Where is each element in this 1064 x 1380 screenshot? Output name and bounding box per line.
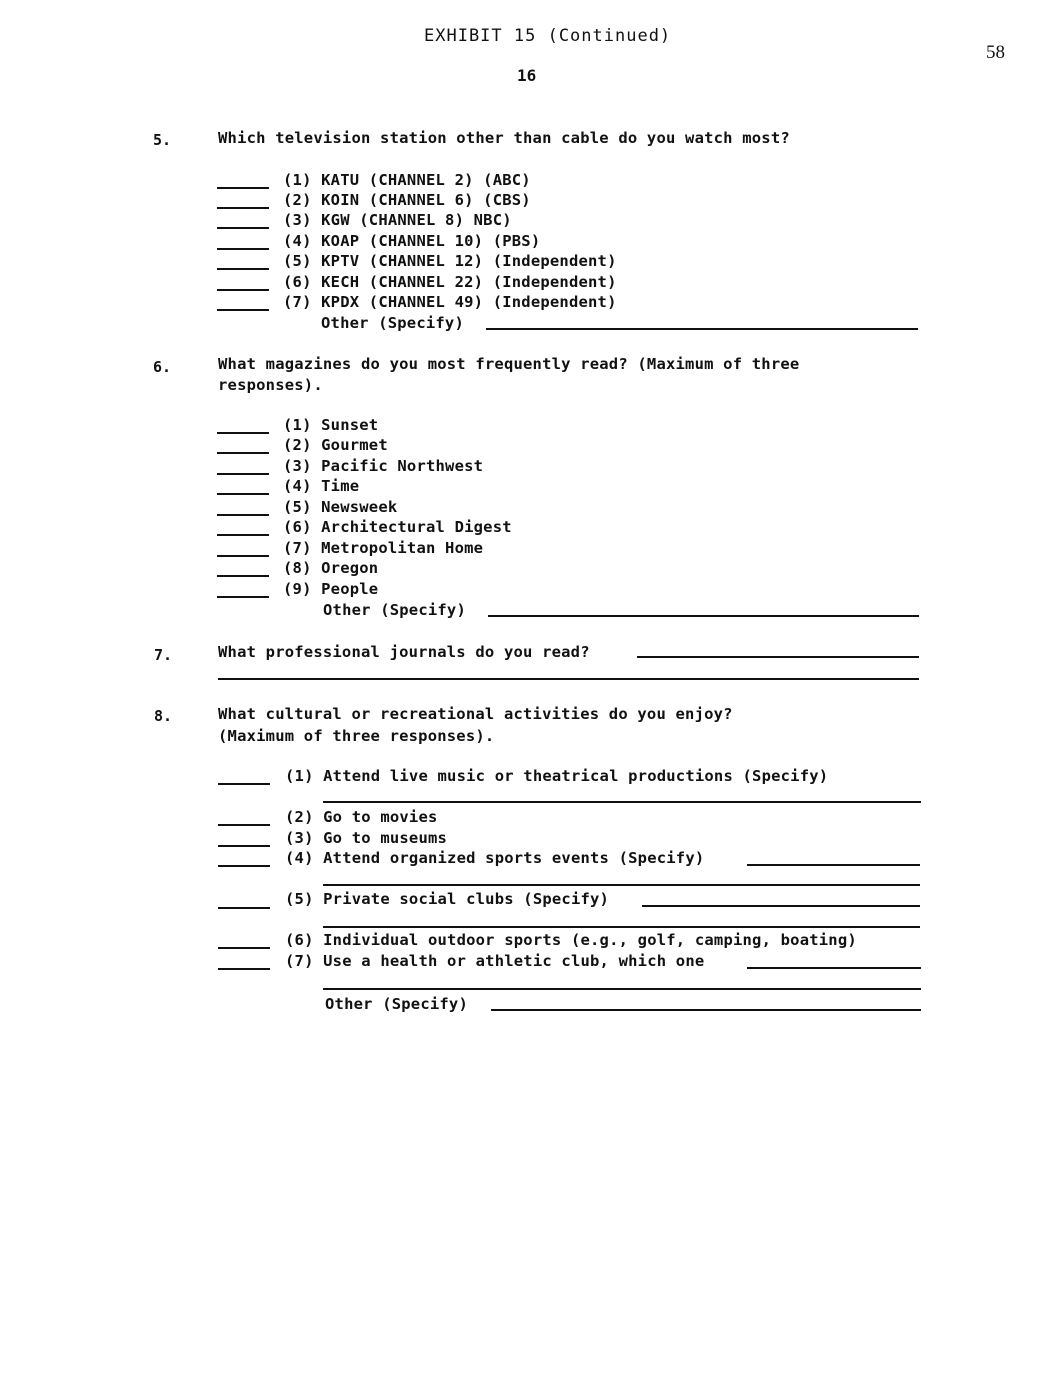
option-label: (7) Use a health or athletic club, which one	[285, 952, 705, 970]
option-label: (6) Individual outdoor sports (e.g., golf, camping, boating)	[285, 931, 857, 949]
answer-blank[interactable]	[218, 865, 270, 867]
option-label: (4) Attend organized sports events (Specify)	[285, 849, 705, 867]
answer-blank[interactable]	[218, 845, 270, 847]
other-label: Other (Specify)	[321, 314, 464, 332]
question-text-line2: responses).	[218, 376, 323, 394]
question-number: 6.	[153, 358, 172, 376]
option-label: (3) KGW (CHANNEL 8) NBC)	[283, 211, 512, 229]
specify-line[interactable]	[747, 967, 921, 969]
specify-line[interactable]	[642, 905, 920, 907]
sub-page-number: 16	[517, 66, 537, 85]
answer-blank[interactable]	[218, 968, 270, 970]
answer-blank[interactable]	[217, 493, 269, 495]
option-label: (1) KATU (CHANNEL 2) (ABC)	[283, 171, 531, 189]
option-label: (1) Attend live music or theatrical productions (Specify)	[285, 767, 829, 785]
option-label: (9) People	[283, 580, 379, 598]
question-number: 8.	[154, 707, 173, 725]
answer-blank[interactable]	[217, 432, 269, 434]
answer-blank[interactable]	[217, 514, 269, 516]
specify-line-2[interactable]	[323, 884, 920, 886]
answer-line-2[interactable]	[218, 678, 919, 680]
option-label: (2) KOIN (CHANNEL 6) (CBS)	[283, 191, 531, 209]
other-answer-line[interactable]	[486, 328, 918, 330]
page-number: 58	[986, 42, 1005, 63]
option-label: (6) Architectural Digest	[283, 518, 512, 536]
answer-blank[interactable]	[217, 555, 269, 557]
answer-blank[interactable]	[218, 907, 270, 909]
answer-blank[interactable]	[217, 575, 269, 577]
question-text-line2: (Maximum of three responses).	[218, 727, 495, 745]
question-text-line1: What cultural or recreational activities do you enjoy?	[218, 705, 733, 723]
option-label: (2) Go to movies	[285, 808, 438, 826]
answer-blank[interactable]	[217, 473, 269, 475]
option-label: (5) Newsweek	[283, 498, 398, 516]
option-label: (4) Time	[283, 477, 360, 495]
option-label: (7) Metropolitan Home	[283, 539, 484, 557]
specify-line[interactable]	[323, 801, 921, 803]
option-label: (7) KPDX (CHANNEL 49) (Independent)	[283, 293, 617, 311]
option-label: (3) Pacific Northwest	[283, 457, 484, 475]
answer-blank[interactable]	[217, 187, 269, 189]
other-answer-line[interactable]	[488, 615, 919, 617]
specify-line[interactable]	[747, 864, 920, 866]
option-label: (5) Private social clubs (Specify)	[285, 890, 610, 908]
answer-blank[interactable]	[217, 289, 269, 291]
option-label: (5) KPTV (CHANNEL 12) (Independent)	[283, 252, 617, 270]
answer-blank[interactable]	[217, 248, 269, 250]
other-label: Other (Specify)	[325, 995, 468, 1013]
answer-blank[interactable]	[217, 227, 269, 229]
option-label: (2) Gourmet	[283, 436, 388, 454]
answer-blank[interactable]	[218, 783, 270, 785]
question-text: What professional journals do you read?	[218, 643, 590, 661]
answer-blank[interactable]	[217, 268, 269, 270]
answer-blank[interactable]	[218, 947, 270, 949]
specify-line-2[interactable]	[323, 988, 921, 990]
other-label: Other (Specify)	[323, 601, 466, 619]
answer-blank[interactable]	[218, 824, 270, 826]
option-label: (8) Oregon	[283, 559, 379, 577]
question-number: 7.	[154, 646, 173, 664]
option-label: (3) Go to museums	[285, 829, 448, 847]
answer-blank[interactable]	[217, 207, 269, 209]
question-text-line1: What magazines do you most frequently read? (Maximum of three	[218, 355, 800, 373]
option-label: (4) KOAP (CHANNEL 10) (PBS)	[283, 232, 541, 250]
specify-line-2[interactable]	[323, 926, 920, 928]
question-text: Which television station other than cable do you watch most?	[218, 129, 790, 147]
exhibit-title: EXHIBIT 15 (Continued)	[424, 26, 672, 46]
question-number: 5.	[153, 131, 172, 149]
answer-blank[interactable]	[217, 596, 269, 598]
answer-blank[interactable]	[217, 534, 269, 536]
other-answer-line[interactable]	[491, 1009, 921, 1011]
option-label: (1) Sunset	[283, 416, 379, 434]
answer-line[interactable]	[637, 656, 919, 658]
answer-blank[interactable]	[217, 452, 269, 454]
option-label: (6) KECH (CHANNEL 22) (Independent)	[283, 273, 617, 291]
answer-blank[interactable]	[217, 309, 269, 311]
